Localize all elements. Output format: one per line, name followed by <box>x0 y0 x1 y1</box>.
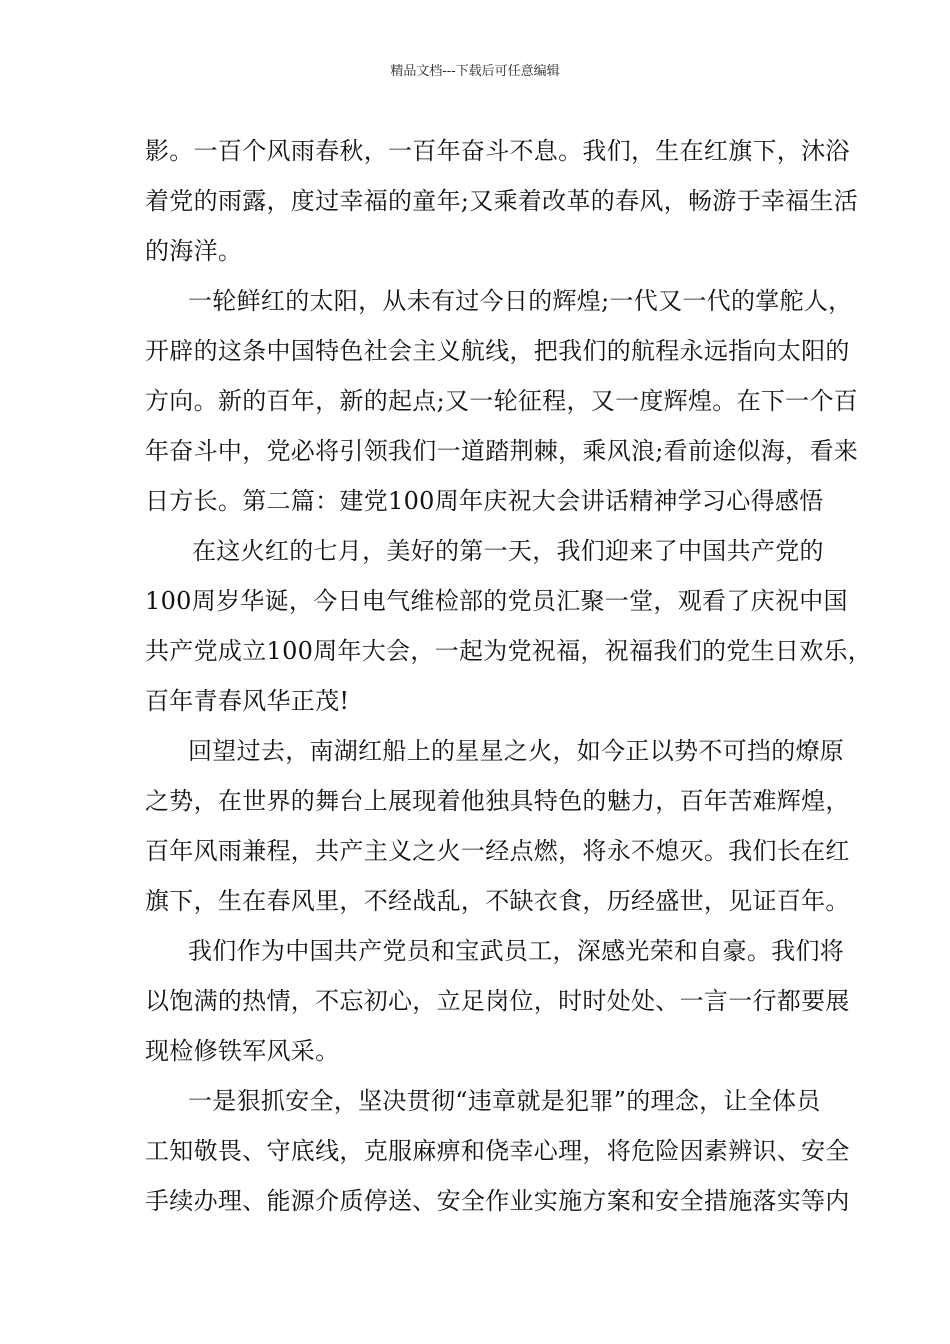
body-line: 百年青春风华正茂! <box>145 687 350 715</box>
body-line: 着党的雨露，度过幸福的童年;又乘着改革的春风，畅游于幸福生活 <box>145 187 859 215</box>
page-header: 精品文档---下载后可任意编辑 <box>390 64 560 79</box>
body-line: 手续办理、能源介质停送、安全作业实施方案和安全措施落实等内 <box>145 1187 850 1215</box>
body-line: 一是狠抓安全，坚决贯彻“违章就是犯罪”的理念，让全体员 <box>188 1087 821 1115</box>
body-line: 在这火红的七月，美好的第一天，我们迎来了中国共产党的 <box>192 537 824 565</box>
body-line: 共产党成立100周年大会，一起为党祝福，祝福我们的党生日欢乐， <box>145 637 873 665</box>
body-line: 日方长。第二篇：建党100周年庆祝大会讲话精神学习心得感悟 <box>145 487 824 515</box>
body-line: 回望过去，南湖红船上的星星之火，如今正以势不可挡的燎原 <box>188 737 845 765</box>
body-line: 之势，在世界的舞台上展现着他独具特色的魅力，百年苦难辉煌， <box>145 787 850 815</box>
body-line: 以饱满的热情，不忘初心，立足岗位，时时处处、一言一行都要展 <box>145 987 850 1015</box>
body-line: 开辟的这条中国特色社会主义航线，把我们的航程永远指向太阳的 <box>145 337 850 365</box>
body-line: 的海洋。 <box>145 237 243 265</box>
body-line: 100周岁华诞，今日电气维检部的党员汇聚一堂，观看了庆祝中国 <box>145 587 848 615</box>
body-line: 年奋斗中，党必将引领我们一道踏荆棘，乘风浪;看前途似海，看来 <box>145 437 859 465</box>
body-line: 影。一百个风雨春秋，一百年奋斗不息。我们，生在红旗下，沐浴 <box>145 137 850 165</box>
body-line: 一轮鲜红的太阳，从未有过今日的辉煌;一代又一代的掌舵人， <box>188 287 853 315</box>
body-line: 我们作为中国共产党员和宝武员工，深感光荣和自豪。我们将 <box>188 937 845 965</box>
body-line: 现检修铁军风采。 <box>145 1037 340 1065</box>
body-line: 方向。新的百年，新的起点;又一轮征程，又一度辉煌。在下一个百 <box>145 387 859 415</box>
body-line: 百年风雨兼程，共产主义之火一经点燃，将永不熄灭。我们长在红 <box>145 837 850 865</box>
body-line: 工知敬畏、守底线，克服麻痹和侥幸心理，将危险因素辨识、安全 <box>145 1137 850 1165</box>
body-line: 旗下，生在春风里，不经战乱，不缺衣食，历经盛世，见证百年。 <box>145 887 850 915</box>
